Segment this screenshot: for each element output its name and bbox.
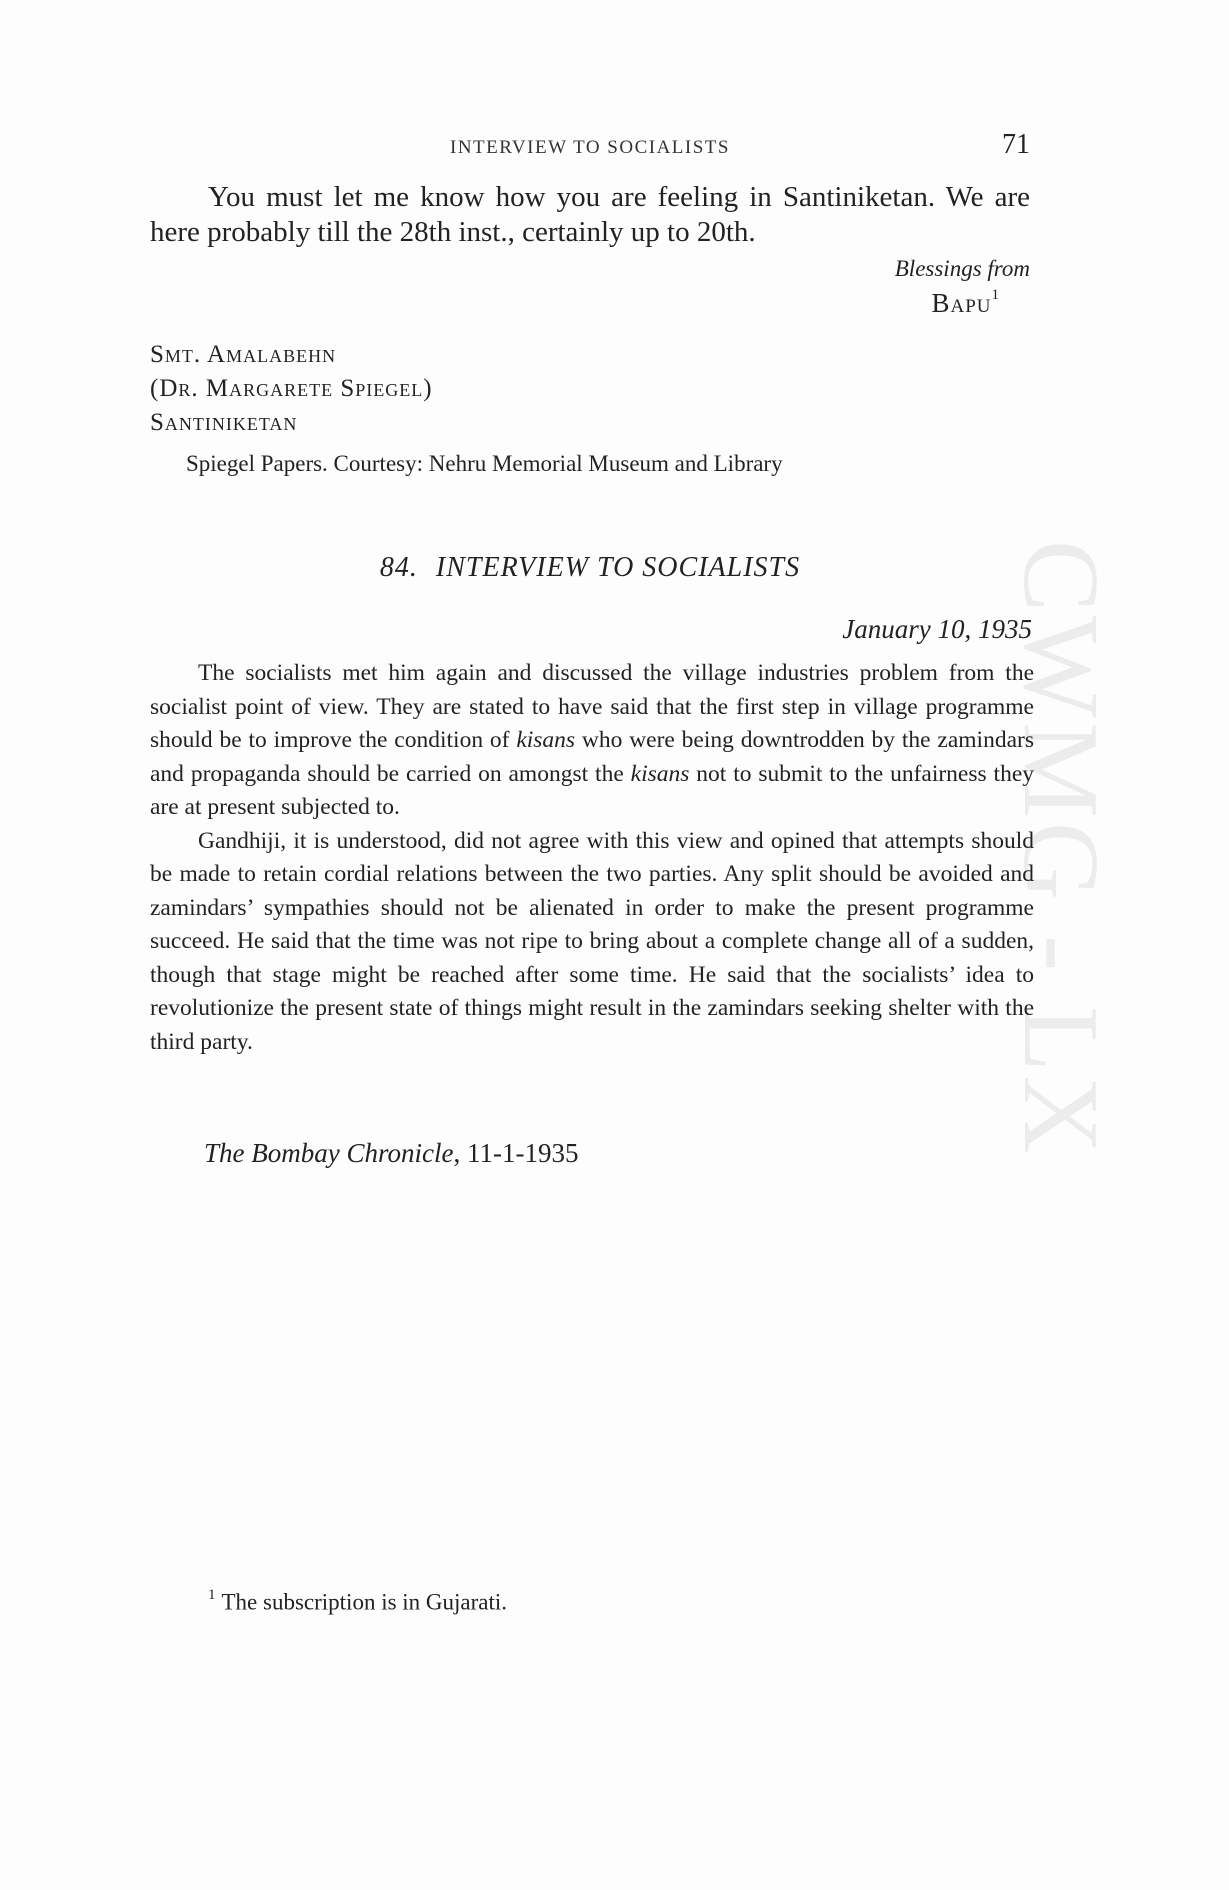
blessings-line: Blessings from xyxy=(894,256,1030,281)
watermark-text: CWMG - LX xyxy=(1001,540,1120,1158)
letter-closing xyxy=(150,180,1030,250)
page-number: 71 xyxy=(1002,129,1030,160)
footnote-mark: 1 xyxy=(208,1587,216,1603)
running-head xyxy=(150,129,1030,169)
report-paragraph-2: Gandhiji, it is understood, did not agree with this view and opined that attempts should be made to retain cordial relations between the two parties. Any split should be avoided and zamindars’ sympathies should not be alienated in order to make the present programme succeed. He said that the time was not ripe to bring about a complete change all of a sudden, though that stage might be reached after some time. He said that the socialists’ idea to revolutionize the present state of things might result in the zamindars seeking shelter with the third party. xyxy=(150,827,1034,1055)
footnote-text: The subscription is in Gujarati. xyxy=(221,1589,508,1615)
source-date: , 11-1-1935 xyxy=(453,1138,579,1168)
footnote xyxy=(208,1589,507,1616)
recipient-address xyxy=(150,338,433,440)
text-run: who were being downtrodden by the zamindars and propaganda should be carried on amongst the xyxy=(150,727,1034,787)
letter-closing-paragraph: You must let me know how you are feeling in Santiniketan. We are here probably till the 28th inst., certainly up to 20th. xyxy=(150,181,1030,248)
italic-term: kisans xyxy=(630,760,690,787)
report-paragraph-1 xyxy=(150,657,1034,825)
section-number: 84. xyxy=(379,552,418,583)
report-body xyxy=(150,657,1034,1059)
source-publication: The Bombay Chronicle xyxy=(204,1138,454,1168)
footnote-reference: 1 xyxy=(991,287,1000,303)
signature-name: Bapu xyxy=(931,288,992,318)
address-line: Smt. Amalabehn xyxy=(150,341,337,368)
signature xyxy=(931,288,1000,319)
text-run: not to submit to the unfairness they are at present subjected to. xyxy=(150,760,1035,820)
address-line: Santiniketan xyxy=(150,409,298,436)
running-title: INTERVIEW TO SOCIALISTS xyxy=(450,137,730,158)
letter-source: Spiegel Papers. Courtesy: Nehru Memorial Museum and Library xyxy=(186,451,783,476)
text-run: The socialists met him again and discussed the village industries problem from the socialist point of view. They are stated to have said that the first step in village programme should be to improve the condition of xyxy=(150,660,1034,753)
section-date: January 10, 1935 xyxy=(842,614,1032,644)
italic-term: kisans xyxy=(516,727,576,753)
section-title: INTERVIEW TO SOCIALISTS xyxy=(435,552,801,583)
address-line: (Dr. Margarete Spiegel) xyxy=(150,375,433,402)
section-heading xyxy=(150,552,1030,584)
report-source xyxy=(204,1138,578,1169)
